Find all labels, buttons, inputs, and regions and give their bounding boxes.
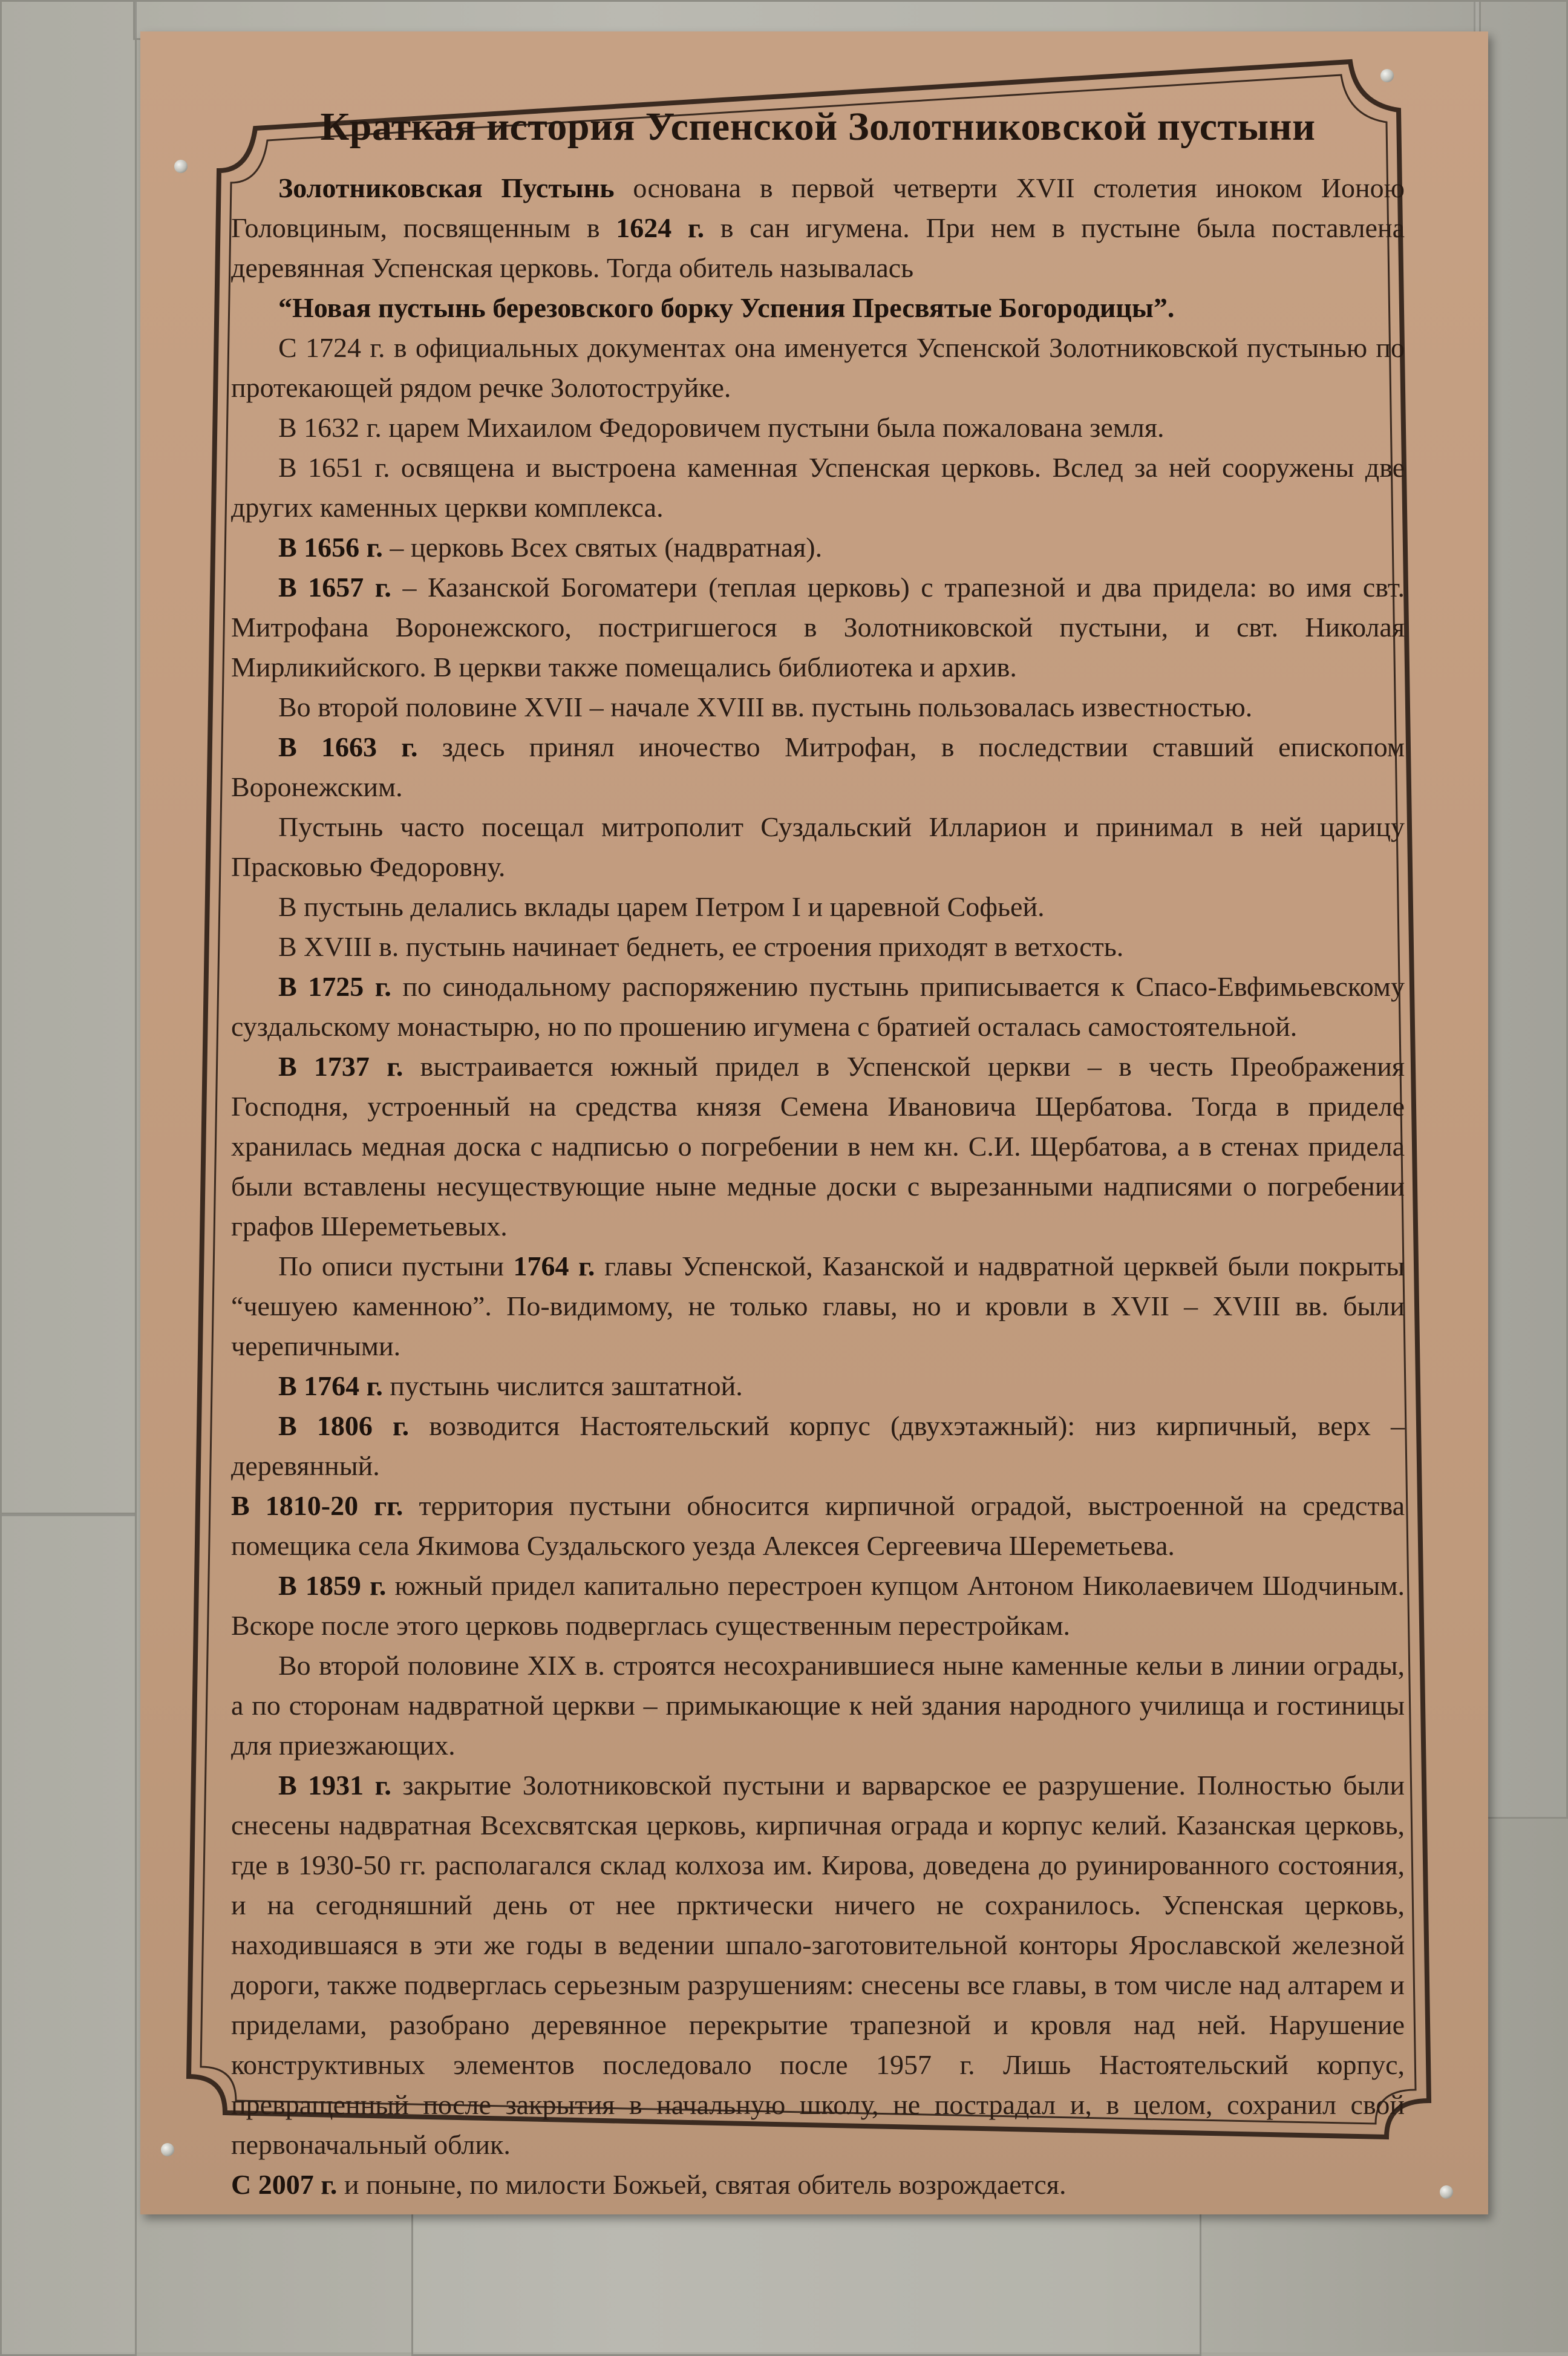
paragraphs: [231, 168, 1405, 2205]
paragraph-bold: Золотниковская Пустынь: [278, 172, 615, 203]
wall-panel: [0, 0, 137, 1516]
history-paragraph: [231, 1646, 1405, 1765]
history-paragraph: [231, 448, 1405, 528]
paragraph-bold: С 2007 г.: [231, 2169, 338, 2200]
history-paragraph: [231, 328, 1405, 408]
wall-panel: [411, 2190, 1201, 2356]
paragraph-text: и поныне, по милости Божьей, святая обитель возрождается.: [337, 2169, 1067, 2200]
paragraph-text: Во второй половине XVII – начале XVIII вв. пустынь пользовалась известностью.: [278, 692, 1253, 722]
history-paragraph: [231, 1246, 1405, 1366]
history-paragraph: [231, 807, 1405, 887]
paragraph-text: закрытие Золотниковской пустыни и варварское ее разрушение. Полностью были снесены надвратная Всехсвятская церковь, кирпичная ограда и корпус келий. Казанская церковь, где в 1930-50 гг. располагался склад колхоза им. Кирова, доведена до руинированного состояния, и на сегодняшний день от нее прктически ничего не сохранилось. Успенская церковь, находившаяся в эти же годы в ведении шпало-заготовительной конторы Ярославской железной дороги, также подверглась серьезным разрушениям: снесены все главы, в том числе над алтарем и приделами, разобрано деревянное перекрытие трапезной и кровля над ней. Нарушение конструктивных элементов последовало после 1957 г. Лишь Настоятельский корпус, превращенный после закрытия в начальную школу, не пострадал и, в целом, сохранил свой первоначальный облик.: [231, 1770, 1405, 2160]
paragraph-bold: В 1859 г.: [278, 1570, 387, 1601]
paragraph-text: В 1632 г. царем Михаилом Федоровичем пустыни была пожалована земля.: [278, 412, 1165, 443]
paragraph-text: основана в первой четверти XVII столетия иноком Ионою Головциным, посвященным в: [231, 172, 1405, 243]
history-paragraph: [231, 1366, 1405, 1406]
paragraph-text: в сан игумена. При нем в пустыне была поставлена деревянная Успенская церковь. Тогда обитель называлась: [231, 212, 1405, 283]
paragraph-text: В пустынь делались вклады царем Петром I и царевной Софьей.: [278, 891, 1045, 922]
paragraph-text: территория пустыни обносится кирпичной оградой, выстроенной на средства помещика села Якимова Суздальского уезда Алексея Сергеевича Шереметьева.: [231, 1490, 1405, 1561]
paragraph-bold: В 1764 г.: [278, 1370, 383, 1401]
paragraph-bold: В 1725 г.: [278, 971, 391, 1002]
history-paragraph: [231, 927, 1405, 967]
paragraph-text: По описи пустыни: [278, 1251, 514, 1281]
paragraph-bold: В 1806 г.: [278, 1410, 410, 1441]
history-paragraph: [231, 528, 1405, 568]
history-paragraph: [231, 1047, 1405, 1246]
paragraph-text: главы Успенской, Казанской и надвратной церквей были покрыты “чешуею каменною”. По-видимому, не только главы, но и кровли в XVII – XVIII вв. были черепичными.: [231, 1251, 1405, 1361]
history-paragraph: [231, 727, 1405, 807]
paragraph-bold: “Новая пустынь березовского борку Успения Пресвятые Богородицы”.: [278, 292, 1175, 323]
screw-icon: [161, 2143, 174, 2156]
wall-panel: [0, 1513, 137, 2356]
history-paragraph: [231, 408, 1405, 448]
history-paragraph: [231, 887, 1405, 927]
history-paragraph: [231, 1566, 1405, 1646]
history-plaque: [140, 31, 1488, 2214]
paragraph-bold: В 1656 г.: [278, 532, 383, 563]
history-paragraph: [231, 1486, 1405, 1566]
history-paragraph: [231, 687, 1405, 727]
paragraph-bold: 1624 г.: [616, 212, 705, 243]
paragraph-text: возводится Настоятельский корпус (двухэтажный): низ кирпичный, верх – деревянный.: [231, 1410, 1405, 1481]
plaque-title: Краткая история Успенской Золотниковской пустыни: [320, 105, 1316, 149]
paragraph-text: по синодальному распоряжению пустынь приписывается к Спасо-Евфимьевскому суздальскому монастырю, но по прошению игумена с братией осталась самостоятельной.: [231, 971, 1405, 1042]
paragraph-text: здесь принял иночество Митрофан, в последствии ставший епископом Воронежским.: [231, 731, 1405, 802]
screw-icon: [1380, 69, 1394, 82]
paragraph-text: В XVIII в. пустынь начинает беднеть, ее строения приходят в ветхость.: [278, 931, 1124, 962]
history-paragraph: [231, 2165, 1405, 2205]
paragraph-text: – церковь Всех святых (надвратная).: [382, 532, 823, 563]
paragraph-bold: В 1657 г.: [278, 572, 391, 603]
paragraph-text: С 1724 г. в официальных документах она именуется Успенской Золотниковской пустынью по протекающей рядом речке Золотоструйке.: [231, 332, 1405, 403]
paragraph-text: Пустынь часто посещал митрополит Суздальский Илларион и принимал в ней царицу Прасковью Федоровну.: [231, 811, 1405, 882]
screw-icon: [174, 160, 188, 173]
paragraph-text: Во второй половине XIX в. строятся несохранившиеся ныне каменные кельи в линии ограды, а по сторонам надвратной церкви – примыкающие к ней здания народного училища и гостиницы для приезжающих.: [231, 1650, 1405, 1761]
paragraph-text: выстраивается южный придел в Успенской церкви – в честь Преображения Господня, устроенный на средства князя Семена Ивановича Щербатова. Тогда в приделе хранилась медная доска с надписью о погребении в нем кн. С.И. Щербатова, а в стенах придела были вставлены несуществующие ныне медные доски с вырезанными надписями о погребении графов Шереметьевых.: [231, 1051, 1405, 1242]
paragraph-text: пустынь числится заштатной.: [382, 1370, 743, 1401]
history-paragraph: [231, 1765, 1405, 2165]
history-paragraph: [231, 1406, 1405, 1486]
paragraph-bold: 1764 г.: [513, 1251, 595, 1281]
history-paragraph: [231, 967, 1405, 1047]
paragraph-text: – Казанской Богоматери (теплая церковь) с трапезной и два придела: во имя свт. Митрофана Воронежского, постригшегося в Золотниковской пустыни, и свт. Николая Мирликийского. В церкви также помещались библиотека и архив.: [231, 572, 1405, 682]
paragraph-bold: В 1663 г.: [278, 731, 418, 762]
paragraph-bold: В 1737 г.: [278, 1051, 403, 1082]
history-paragraph: [231, 168, 1405, 288]
history-paragraph: [231, 568, 1405, 687]
history-paragraph: [231, 288, 1405, 328]
paragraph-text: южный придел капитально перестроен купцом Антоном Николаевичем Шодчиным. Вскоре после этого церковь подверглась существенным перестройкам.: [231, 1570, 1405, 1641]
plaque-content: [231, 104, 1405, 2205]
paragraph-bold: В 1810-20 гг.: [231, 1490, 403, 1521]
paragraph-bold: В 1931 г.: [278, 1770, 391, 1801]
screw-icon: [1440, 2185, 1453, 2199]
paragraph-text: В 1651 г. освящена и выстроена каменная Успенская церковь. Вслед за ней сооружены две других каменных церкви комплекса.: [231, 452, 1405, 523]
